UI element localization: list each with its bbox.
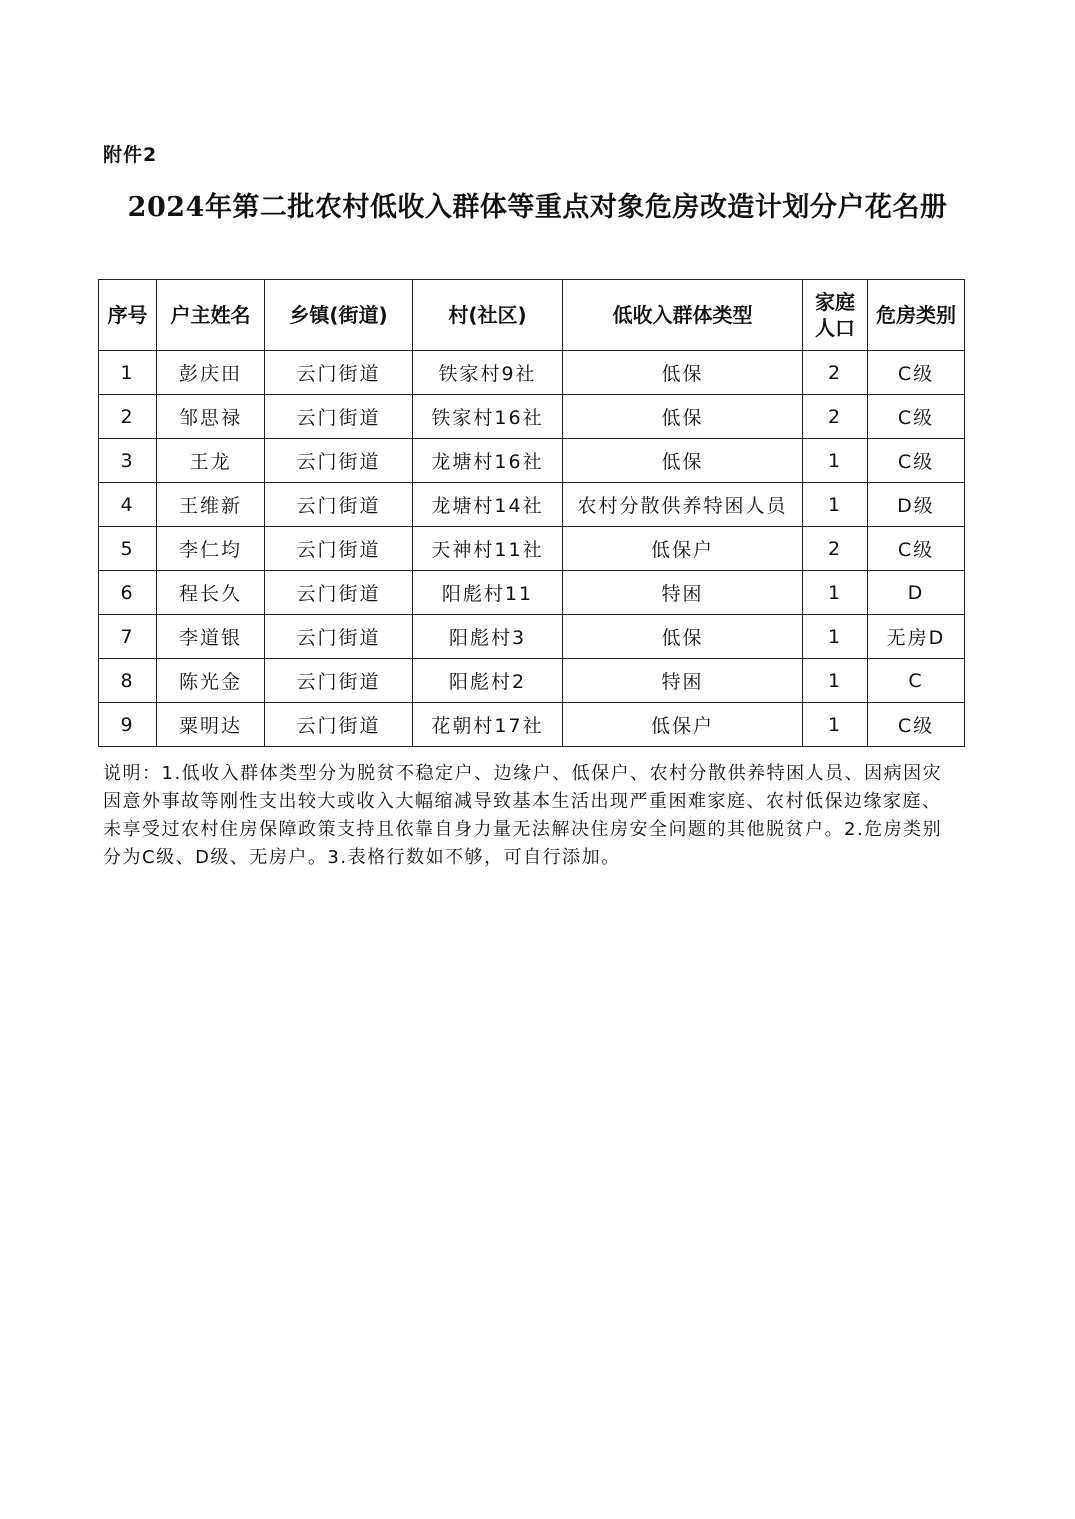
cell-householder-name: 陈光金 (157, 659, 265, 703)
cell-low-income-type: 农村分散供养特困人员 (563, 483, 803, 527)
cell-family-size: 1 (803, 703, 868, 747)
cell-householder-name: 粟明达 (157, 703, 265, 747)
cell-township: 云门街道 (265, 703, 413, 747)
cell-village: 龙塘村14社 (413, 483, 563, 527)
cell-low-income-type: 特困 (563, 571, 803, 615)
cell-low-income-type: 低保 (563, 395, 803, 439)
cell-village: 阳彪村2 (413, 659, 563, 703)
cell-family-size: 2 (803, 527, 868, 571)
cell-township: 云门街道 (265, 571, 413, 615)
table-row (99, 395, 965, 439)
cell-family-size: 1 (803, 615, 868, 659)
cell-householder-name: 李道银 (157, 615, 265, 659)
cell-low-income-type: 特困 (563, 659, 803, 703)
cell-township: 云门街道 (265, 351, 413, 395)
document-title: 2024年第二批农村低收入群体等重点对象危房改造计划分户花名册 (127, 192, 948, 223)
cell-house-category: C (868, 659, 965, 703)
cell-family-size: 2 (803, 395, 868, 439)
cell-township: 云门街道 (265, 527, 413, 571)
table-row (99, 703, 965, 747)
attachment-label: 附件2 (103, 144, 158, 166)
cell-house-category: C级 (868, 703, 965, 747)
cell-village: 天神村11社 (413, 527, 563, 571)
cell-family-size: 1 (803, 659, 868, 703)
cell-house-category: C级 (868, 395, 965, 439)
cell-township: 云门街道 (265, 439, 413, 483)
cell-family-size: 1 (803, 483, 868, 527)
cell-village: 阳彪村11 (413, 571, 563, 615)
table-row (99, 351, 965, 395)
cell-serial-number: 1 (99, 351, 157, 395)
table-row (99, 483, 965, 527)
cell-house-category: D级 (868, 483, 965, 527)
table-row (99, 439, 965, 483)
cell-serial-number: 8 (99, 659, 157, 703)
cell-family-size: 2 (803, 351, 868, 395)
household-roster-table (98, 279, 965, 747)
explanatory-notes: 说明：1.低收入群体类型分为脱贫不稳定户、边缘户、低保户、农村分散供养特困人员、因病因灾因意外事故等刚性支出较大或收入大幅缩减导致基本生活出现严重困难家庭、农村低保边缘家庭、未享受过农村住房保障政策支持且依靠自身力量无法解决住房安全问题的其他脱贫户。2.危房类别分为C级、D级、无房户。3.表格行数如不够，可自行添加。 (103, 763, 943, 868)
cell-low-income-type: 低保 (563, 615, 803, 659)
cell-village: 铁家村16社 (413, 395, 563, 439)
cell-householder-name: 王维新 (157, 483, 265, 527)
cell-householder-name: 彭庆田 (157, 351, 265, 395)
cell-serial-number: 5 (99, 527, 157, 571)
header-township: 乡镇(街道) (265, 280, 413, 351)
cell-serial-number: 2 (99, 395, 157, 439)
cell-township: 云门街道 (265, 615, 413, 659)
cell-house-category: C级 (868, 439, 965, 483)
cell-serial-number: 6 (99, 571, 157, 615)
cell-low-income-type: 低保户 (563, 703, 803, 747)
header-serial-number: 序号 (99, 280, 157, 351)
header-householder-name: 户主姓名 (157, 280, 265, 351)
cell-village: 阳彪村3 (413, 615, 563, 659)
cell-householder-name: 王龙 (157, 439, 265, 483)
cell-house-category: C级 (868, 527, 965, 571)
cell-serial-number: 4 (99, 483, 157, 527)
cell-serial-number: 9 (99, 703, 157, 747)
cell-village: 铁家村9社 (413, 351, 563, 395)
cell-township: 云门街道 (265, 483, 413, 527)
cell-family-size: 1 (803, 571, 868, 615)
cell-low-income-type: 低保户 (563, 527, 803, 571)
cell-householder-name: 程长久 (157, 571, 265, 615)
cell-low-income-type: 低保 (563, 351, 803, 395)
cell-householder-name: 邹思禄 (157, 395, 265, 439)
cell-family-size: 1 (803, 439, 868, 483)
header-village: 村(社区) (413, 280, 563, 351)
header-dangerous-house-category: 危房类别 (868, 280, 965, 351)
header-family-size: 家庭人口 (803, 280, 868, 351)
table-row (99, 615, 965, 659)
cell-township: 云门街道 (265, 659, 413, 703)
table-row (99, 527, 965, 571)
table-header-row (99, 280, 965, 351)
cell-village: 花朝村17社 (413, 703, 563, 747)
table-row (99, 571, 965, 615)
header-low-income-type: 低收入群体类型 (563, 280, 803, 351)
cell-township: 云门街道 (265, 395, 413, 439)
cell-low-income-type: 低保 (563, 439, 803, 483)
cell-serial-number: 7 (99, 615, 157, 659)
cell-serial-number: 3 (99, 439, 157, 483)
cell-house-category: D (868, 571, 965, 615)
cell-house-category: C级 (868, 351, 965, 395)
table-row (99, 659, 965, 703)
cell-village: 龙塘村16社 (413, 439, 563, 483)
cell-house-category: 无房D (868, 615, 965, 659)
cell-householder-name: 李仁均 (157, 527, 265, 571)
